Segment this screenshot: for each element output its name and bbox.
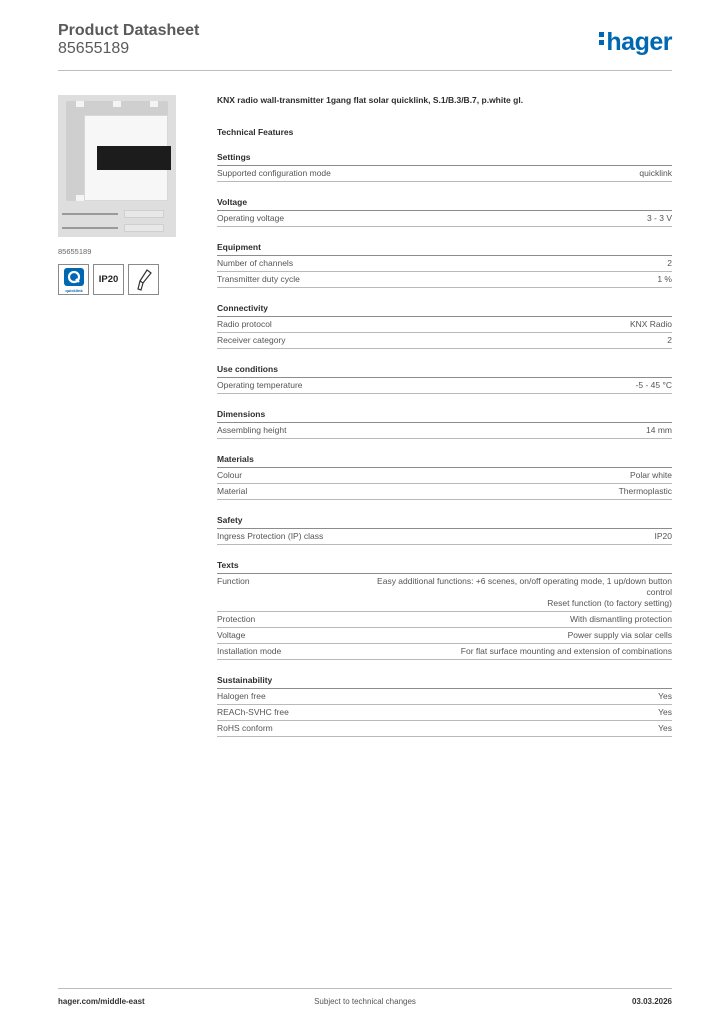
spec-label: Supported configuration mode: [217, 168, 331, 178]
spec-label: Receiver category: [217, 335, 286, 345]
footer-date: 03.03.2026: [631, 997, 672, 1006]
spec-row: [217, 529, 672, 545]
spec-label: Number of channels: [217, 258, 294, 268]
section-title: Use conditions: [217, 358, 672, 378]
image-caption: 85655189: [58, 247, 92, 256]
spec-value: Polar white: [629, 470, 672, 480]
spec-label: Ingress Protection (IP) class: [217, 531, 324, 541]
section-title: Safety: [217, 509, 672, 529]
spec-label: Radio protocol: [217, 319, 272, 329]
spec-row: [217, 211, 672, 227]
spec-row: [217, 378, 672, 394]
spec-row: [217, 333, 672, 349]
section-texts: [217, 554, 672, 660]
spec-label: Operating temperature: [217, 380, 303, 390]
section-dimensions: [217, 403, 672, 439]
spec-row: [217, 689, 672, 705]
spec-row: [217, 423, 672, 439]
product-details: [217, 95, 672, 746]
svg-text:quicklink: quicklink: [64, 287, 83, 293]
spec-value: 2: [667, 335, 672, 345]
article-number: 85655189: [58, 40, 130, 57]
section-use-conditions: [217, 358, 672, 394]
feature-icons: [58, 264, 206, 295]
spec-label: RoHS conform: [217, 723, 273, 733]
section-title: Voltage: [217, 191, 672, 211]
spec-row: [217, 574, 672, 612]
spec-value: 1 %: [657, 274, 672, 284]
spec-row: [217, 166, 672, 182]
section-voltage: [217, 191, 672, 227]
section-materials: [217, 448, 672, 500]
spec-row: [217, 644, 672, 660]
spec-label: Operating voltage: [217, 213, 285, 223]
spec-label: Voltage: [217, 630, 246, 640]
section-title: Settings: [217, 146, 672, 166]
product-title: KNX radio wall-transmitter 1gang flat solar quicklink, S.1/B.3/B.7, p.white gl.: [217, 95, 524, 105]
section-title: Sustainability: [217, 669, 672, 689]
section-title: Connectivity: [217, 297, 672, 317]
spec-row: [217, 317, 672, 333]
spec-value: IP20: [654, 531, 672, 541]
spec-value: 3 - 3 V: [646, 213, 672, 223]
footer-notice: Subject to technical changes: [314, 997, 416, 1006]
spec-value: 14 mm: [646, 425, 672, 435]
spec-row: [217, 628, 672, 644]
section-title: Dimensions: [217, 403, 672, 423]
hager-logo: hager: [599, 28, 672, 57]
spec-value: Easy additional functions: +6 scenes, on/off operating mode, 1 up/down button control Reset function (to factory setting): [377, 576, 672, 608]
spec-row: [217, 721, 672, 737]
product-sidebar: [58, 95, 206, 295]
quicklink-icon: [58, 264, 89, 295]
spec-row: [217, 705, 672, 721]
section-title: Equipment: [217, 236, 672, 256]
spec-row: [217, 272, 672, 288]
page-footer: [58, 988, 672, 1006]
feature-sections: [217, 146, 672, 737]
spec-value: Yes: [658, 691, 672, 701]
spec-label: REACh-SVHC free: [217, 707, 289, 717]
page-header: [58, 22, 672, 71]
ip20-icon: IP20: [93, 264, 124, 295]
spec-row: [217, 612, 672, 628]
section-safety: [217, 509, 672, 545]
spec-value: With dismantling protection: [569, 614, 672, 624]
page-title: Product Datasheet: [58, 22, 200, 39]
product-image: [58, 95, 176, 237]
spec-label: Colour: [217, 470, 243, 480]
spec-value: Thermoplastic: [618, 486, 672, 496]
solar-cell: [97, 146, 171, 170]
spec-label: Protection: [217, 614, 256, 624]
spec-value: -5 - 45 °C: [635, 380, 672, 390]
spec-value: quicklink: [639, 168, 672, 178]
spec-row: [217, 468, 672, 484]
section-title: Materials: [217, 448, 672, 468]
spec-label: Halogen free: [217, 691, 266, 701]
spec-label: Function: [217, 576, 250, 586]
spec-value: Power supply via solar cells: [567, 630, 672, 640]
spec-value: Yes: [658, 707, 672, 717]
spec-label: Material: [217, 486, 248, 496]
spec-label: Assembling height: [217, 425, 287, 435]
section-equipment: [217, 236, 672, 288]
spec-row: [217, 256, 672, 272]
spec-value: Yes: [658, 723, 672, 733]
section-title: Texts: [217, 554, 672, 574]
section-settings: [217, 146, 672, 182]
spec-value: 2: [667, 258, 672, 268]
section-connectivity: [217, 297, 672, 349]
spec-label: Transmitter duty cycle: [217, 274, 300, 284]
technical-features-heading: Technical Features: [217, 127, 294, 137]
section-sustainability: [217, 669, 672, 737]
screwdriver-icon: [128, 264, 159, 295]
spec-value: For flat surface mounting and extension of combinations: [460, 646, 672, 656]
spec-label: Installation mode: [217, 646, 282, 656]
spec-value: KNX Radio: [629, 319, 672, 329]
spec-row: [217, 484, 672, 500]
footer-website: hager.com/middle-east: [58, 997, 145, 1006]
